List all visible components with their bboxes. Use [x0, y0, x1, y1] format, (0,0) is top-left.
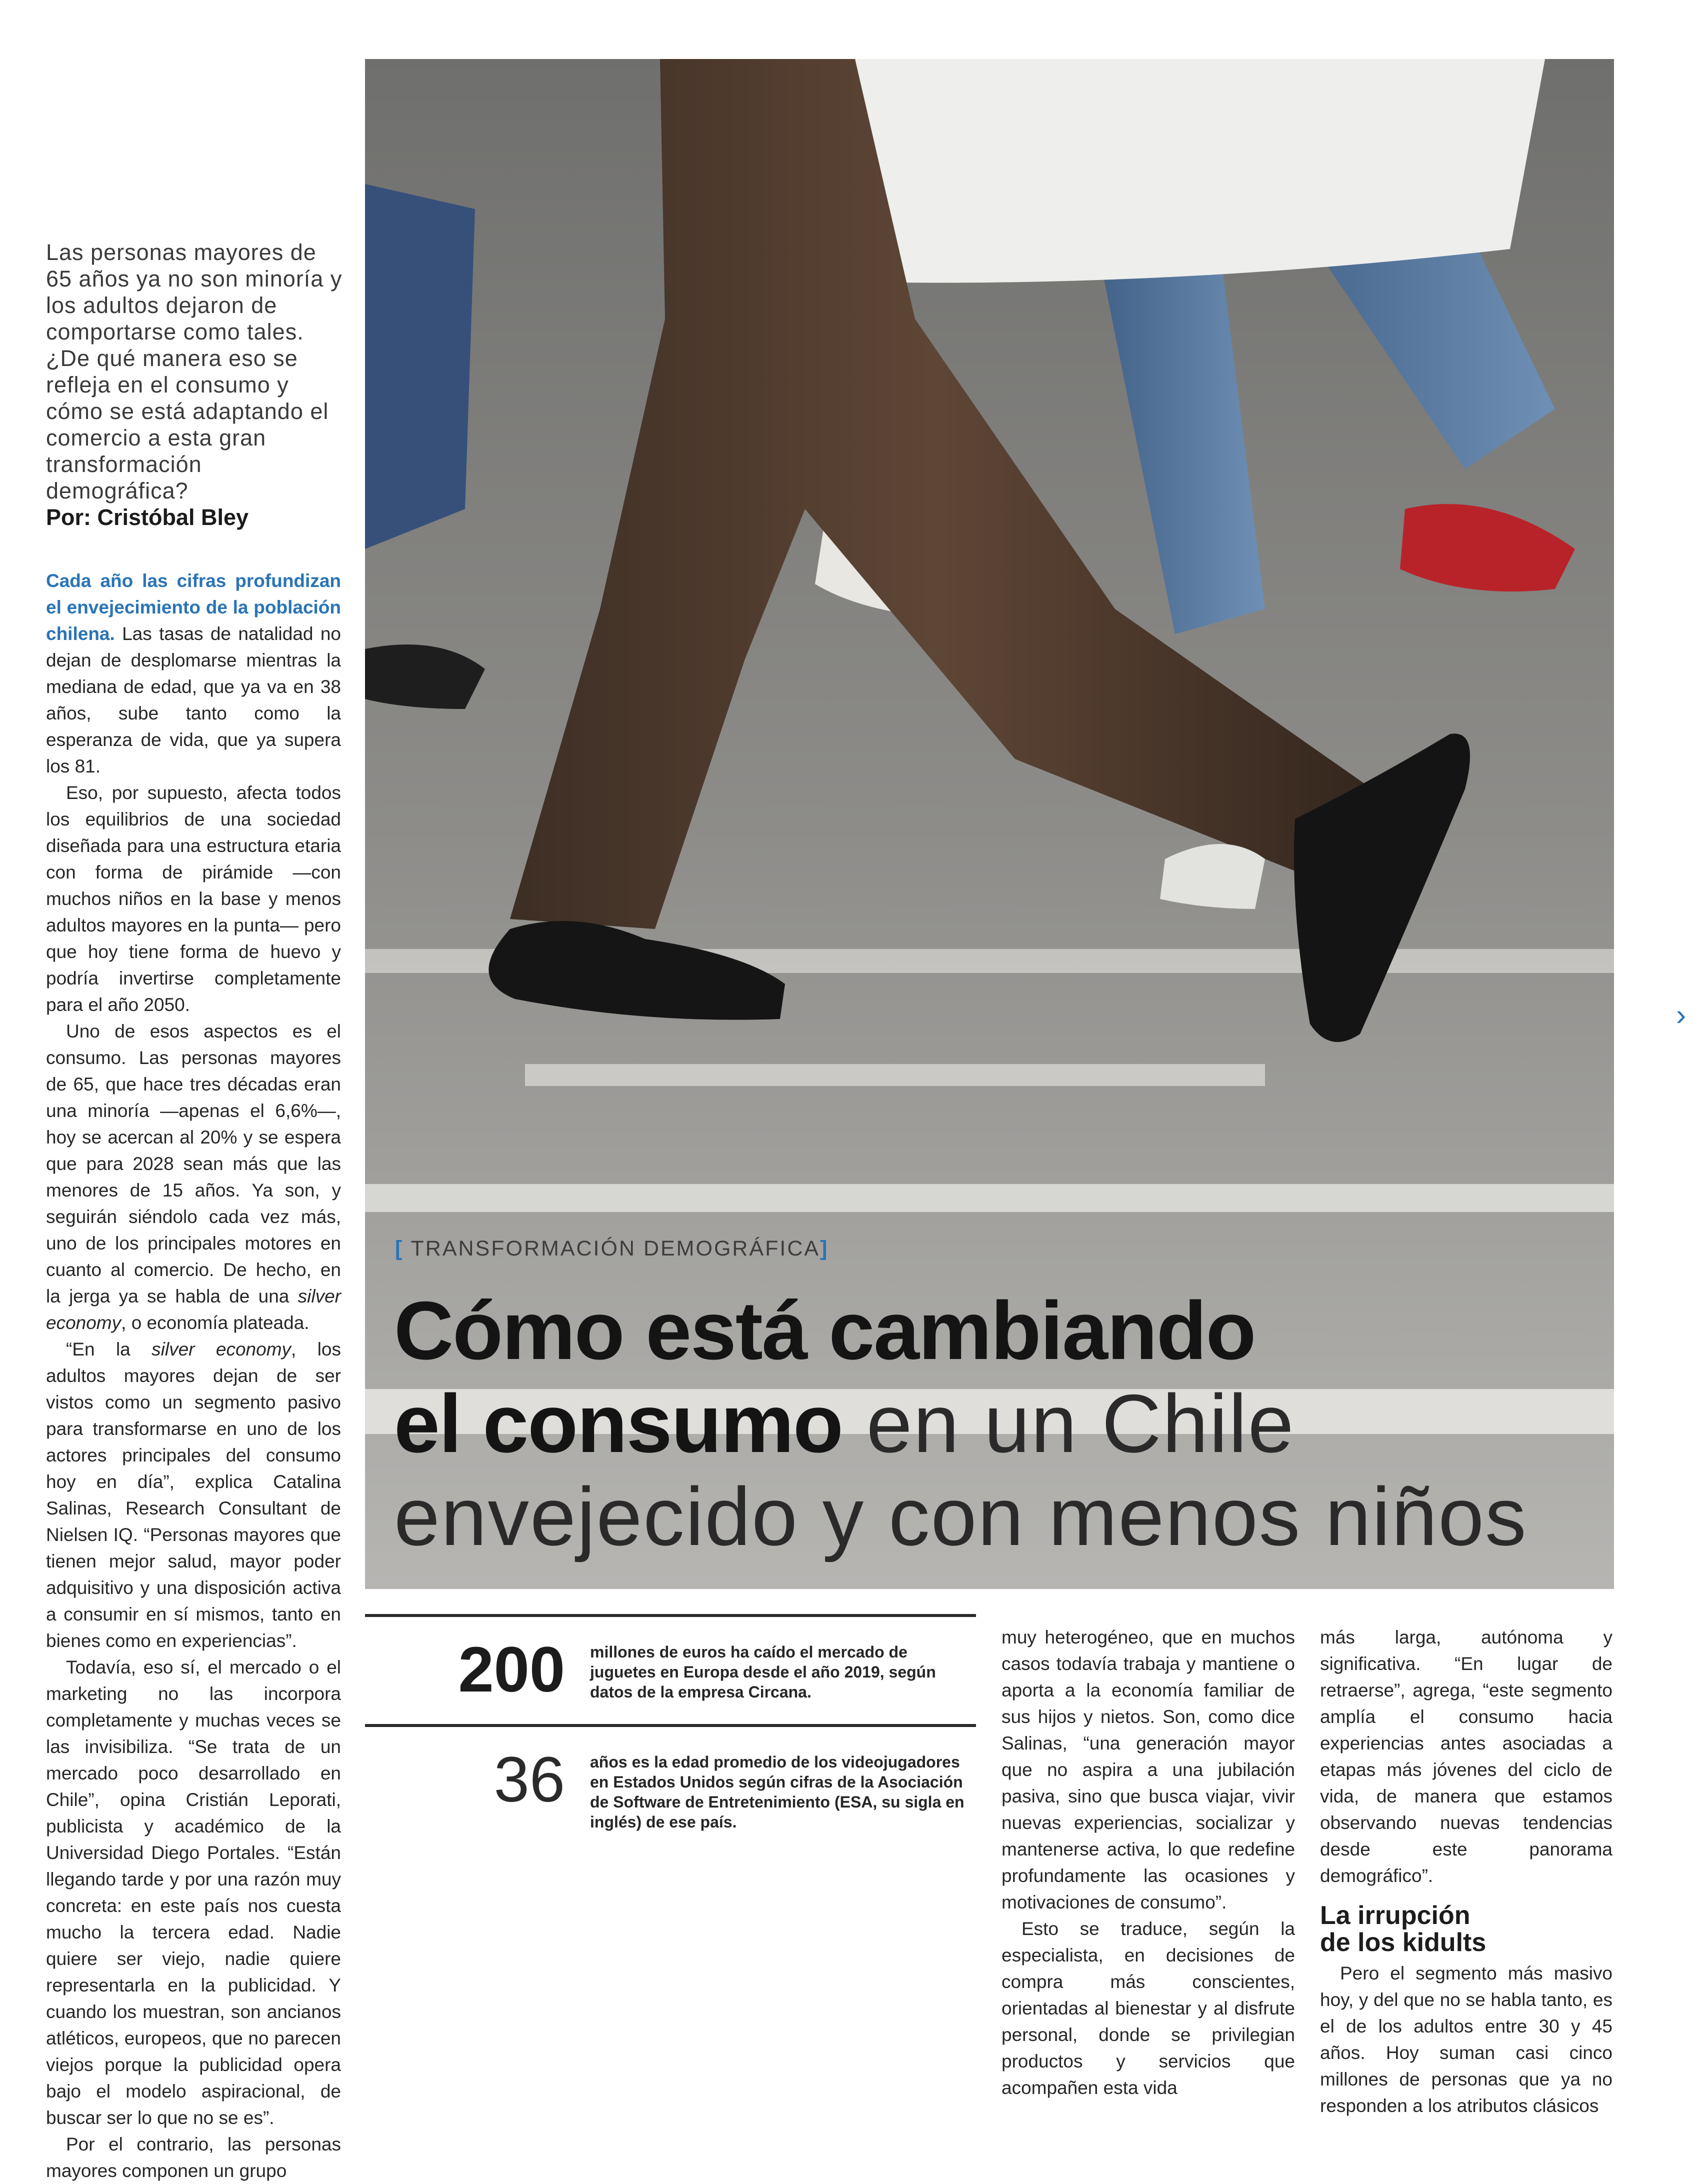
paragraph: más larga, autónoma y significativa. “En lugar de retraerse”, agrega, “este segmento amplía el consumo hacia experiencias antes asociadas a etapas más jóvenes del ciclo de vida, de manera que estamos observando nuevas tendencias desde este panorama demográfico”.: [1320, 1627, 1612, 1886]
hero-photo: [365, 59, 1614, 1589]
headline-line-3: envejecido y con menos niños: [394, 1470, 1528, 1562]
stat-description: millones de euros ha caído el mercado de juguetes en Europa desde el año 2019, según datos de la empresa Circana.: [590, 1643, 936, 1701]
paragraph: Eso, por supuesto, afecta todos los equilibrios de una sociedad diseñada para una estructura etaria con forma de pirámide —con muchos niños en la base y menos adultos mayores en la punta— pero que hoy tiene forma de huevo y podría invertirse completamente para el año 2050.: [46, 782, 341, 1015]
paragraph-text: Las tasas de natalidad no dejan de desplomarse mientras la mediana de edad, que ya va en 38 años, sube tanto como la esperanza de vida, que ya supera los 81.: [46, 624, 341, 776]
paragraph: Por el contrario, las personas mayores componen un grupo: [46, 2134, 341, 2181]
section-kicker: [395, 1236, 828, 1261]
stat-description: años es la edad promedio de los videojugadores en Estados Unidos según cifras de la Asociación de Software de Entretenimiento (ESA, su sigla en inglés) de ese país.: [590, 1753, 964, 1831]
paragraph: [46, 568, 341, 780]
deck-text: Las personas mayores de 65 años ya no son minoría y los adultos dejaron de comportarse como tales. ¿De qué manera eso se refleja en el consumo y cómo se está adaptando el comercio a esta gran transformación demográfica?: [46, 240, 342, 504]
paragraph-text: “En la: [66, 1339, 152, 1360]
lead-text: Cada año las cifras profundizan el envejecimiento de la población chilena.: [46, 570, 341, 644]
kicker-bracket-close: ]: [820, 1236, 829, 1260]
paragraph-text: Uno de esos aspectos es el consumo. Las personas mayores de 65, que hace tres décadas eran una minoría —apenas el 6,6%—, hoy se acercan al 20% y se espera que para 2028 sean más que las menores de 15 años. Ya son, y seguirán siéndolo cada vez más, uno de los principales motores en cuanto al comercio. De hecho, en la jerga ya se habla de una: [46, 1021, 341, 1306]
stat-item: [365, 1727, 976, 1834]
paragraph-text: , los adultos mayores dejan de ser vistos como un segmento pasivo para transformarse en uno de los actores principales del consumo hoy en día”, explica Catalina Salinas, Research Consultant de Nielsen IQ. “Personas mayores que tienen mejor salud, mayor poder adquisitivo y una disposición activa a consumir en sí mismos, tanto en bienes como en experiencias”.: [46, 1339, 341, 1651]
stat-item: [365, 1617, 976, 1724]
paragraph-text: , o economía plateada.: [121, 1312, 310, 1333]
headline-line-1: Cómo está cambiando: [394, 1284, 1256, 1376]
chevron-right-icon[interactable]: ›: [1676, 998, 1686, 1032]
headline-line-2-bold: el consumo: [394, 1378, 842, 1470]
article-deck: [46, 239, 346, 530]
article-column-middle: [1002, 1624, 1295, 2101]
paragraph: Todavía, eso sí, el mercado o el marketing no las incorpora completamente y muchas veces se las invisibiliza. “Se trata de un mercado poco desarrollado en Chile”, opina Cristián Leporati, publicista y académico de la Universidad Diego Portales. “Están llegando tarde y por una razón muy concreta: en este país nos cuesta mucho la tercera edad. Nadie quiere ser viejo, nadie quiere representarla en la publicidad. Y cuando los muestran, son ancianos atléticos, europeos, que no parecen viejos porque la publicidad opera bajo el modelo aspiracional, de buscar ser lo que no se es”.: [46, 1657, 341, 2128]
subhead-line-1: La irrupción: [1320, 1901, 1470, 1930]
stat-value: 36: [494, 1744, 565, 1816]
headline-line-2-thin: en un Chile: [842, 1378, 1295, 1470]
kicker-text: TRANSFORMACIÓN DEMOGRÁFICA: [410, 1236, 820, 1260]
paragraph: [46, 1018, 341, 1336]
paragraph: Pero el segmento más masivo hoy, y del que no se habla tanto, es el de los adultos entre 30 y 45 años. Hoy suman casi cinco millones de personas que ya no responden a los atributos clásicos: [1320, 1963, 1612, 2116]
stats-box: [365, 1614, 976, 1834]
article-column-left: [46, 568, 341, 2184]
kicker-bracket-open: [: [395, 1236, 404, 1260]
paragraph: Esto se traduce, según la especialista, en decisiones de compra más conscientes, orientadas al bienestar y al disfrute personal, donde se privilegian productos y servicios que acompañen esta vida: [1002, 1918, 1295, 2098]
emphasis-text: silver economy: [152, 1339, 292, 1360]
section-subhead: [1320, 1902, 1612, 1956]
article-headline: [394, 1284, 1594, 1563]
subhead-line-2: de los kidults: [1320, 1928, 1486, 1957]
article-column-right: [1320, 1624, 1612, 2119]
paragraph: muy heterogéneo, que en muchos casos todavía trabaja y mantiene o aporta a la economía familiar de sus hijos y nietos. Son, como dice Salinas, “una generación mayor que no aspira a una jubilación pasiva, sino que busca viajar, vivir nuevas experiencias, socializar y mantenerse activa, lo que redefine profundamente las ocasiones y motivaciones de consumo”.: [1002, 1627, 1295, 1912]
byline: Por: Cristóbal Bley: [46, 504, 249, 530]
paragraph: [46, 1336, 341, 1654]
stat-value: 200: [458, 1634, 565, 1706]
emphasis-text: silver economy: [46, 1286, 341, 1333]
